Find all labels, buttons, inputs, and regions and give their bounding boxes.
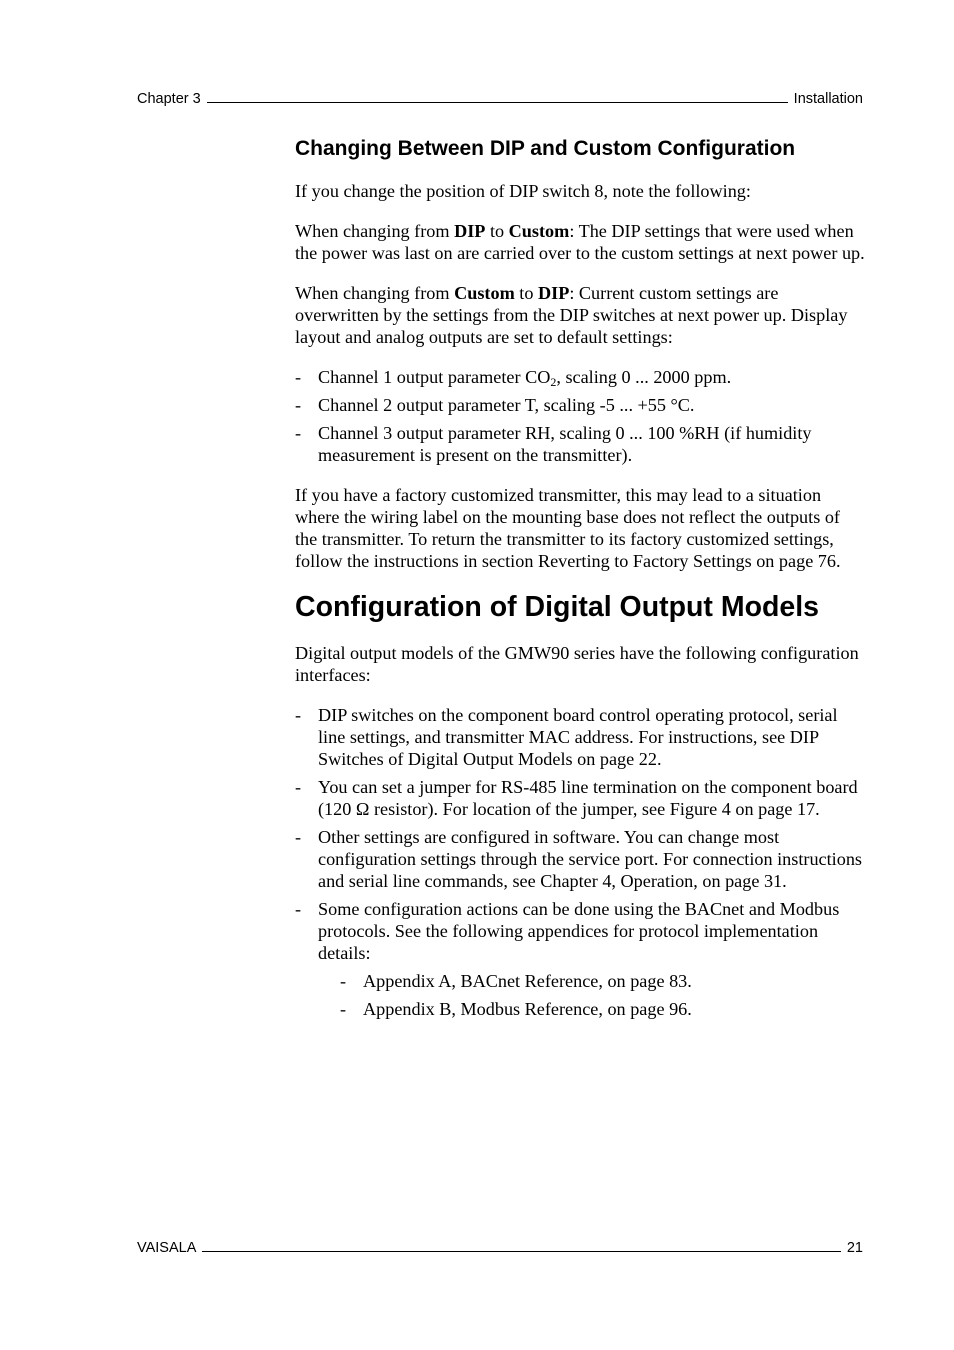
list-item-text: Some configuration actions can be done using the BACnet and Modbus protocols. See the following appendices for protocol implementation details:: [318, 899, 840, 963]
appendix-list: [318, 970, 865, 1020]
text-rest: : Current custom settings are overwritten by the settings from the DIP switches at next power up. Display layout and analog outputs are set to default settings:: [295, 283, 848, 347]
channel-1-scaling: , scaling 0 ... 2000 ppm.: [556, 367, 732, 387]
page-number: 21: [846, 1240, 863, 1256]
channel-list: [295, 366, 865, 466]
text-bold-dip: DIP: [454, 221, 486, 241]
list-item: - DIP switches on the component board control operating protocol, serial line settings, and transmitter MAC address. For instructions, see DIP Switches of Digital Output Models on page 22.: [295, 704, 865, 770]
section-heading-dip-custom: Changing Between DIP and Custom Configuration: [295, 137, 796, 160]
paragraph-intro: If you change the position of DIP switch 8, note the following:: [295, 181, 751, 201]
subscript-2: 2: [550, 375, 557, 389]
appendix-item-bacnet: - Appendix A, BACnet Reference, on page 83.: [340, 970, 865, 992]
paragraph-custom-to-dip: [295, 282, 865, 348]
text-rest: : The DIP settings that were used when the power was last on are carried over to the custom settings at next power up.: [295, 221, 865, 263]
list-item: - Other settings are configured in software. You can change most configuration settings through the service port. For connection instructions and serial line commands, see Chapter 4, Operation, on page 31.: [295, 826, 865, 892]
list-item: [295, 898, 865, 1020]
page-header: [137, 90, 863, 107]
text-bold-custom: Custom: [454, 283, 515, 303]
list-item-channel-1: [295, 366, 865, 388]
text-mid: to: [514, 283, 538, 303]
text-lead: When changing from: [295, 283, 455, 303]
text-mid: to: [485, 221, 509, 241]
text-lead: When changing from: [295, 221, 455, 241]
channel-1-text: Channel 1 output parameter CO: [318, 367, 551, 387]
header-section: Installation: [793, 91, 863, 107]
header-chapter: Chapter 3: [137, 91, 201, 107]
text-bold-custom: Custom: [508, 221, 570, 241]
section-heading-digital-output: Configuration of Digital Output Models: [295, 591, 820, 623]
page-footer: [137, 1239, 863, 1256]
interface-list: [295, 704, 865, 1020]
list-item-channel-3: - Channel 3 output parameter RH, scaling 0 ... 100 %RH (if humidity measurement is present on the transmitter).: [295, 422, 865, 466]
paragraph-digital-intro: Digital output models of the GMW90 series have the following configuration interfaces:: [295, 643, 859, 685]
page-content: [295, 136, 865, 1038]
paragraph-dip-to-custom: [295, 220, 865, 264]
list-item-channel-2: - Channel 2 output parameter T, scaling -5 ... +55 °C.: [295, 394, 865, 416]
text-bold-dip: DIP: [537, 283, 570, 303]
header-rule: [207, 90, 788, 103]
footer-rule: [202, 1239, 840, 1252]
list-item: - You can set a jumper for RS-485 line termination on the component board (120 Ω resistor). For location of the jumper, see Figure 4 on page 17.: [295, 776, 865, 820]
appendix-item-modbus: - Appendix B, Modbus Reference, on page 96.: [340, 998, 865, 1020]
paragraph-factory-customized: If you have a factory customized transmitter, this may lead to a situation where the wiring label on the mounting base does not reflect the outputs of the transmitter. To return the transmitter to its factory customized settings, follow the instructions in section Reverting to Factory Settings on page 76.: [295, 485, 841, 571]
footer-brand: VAISALA: [137, 1240, 197, 1256]
